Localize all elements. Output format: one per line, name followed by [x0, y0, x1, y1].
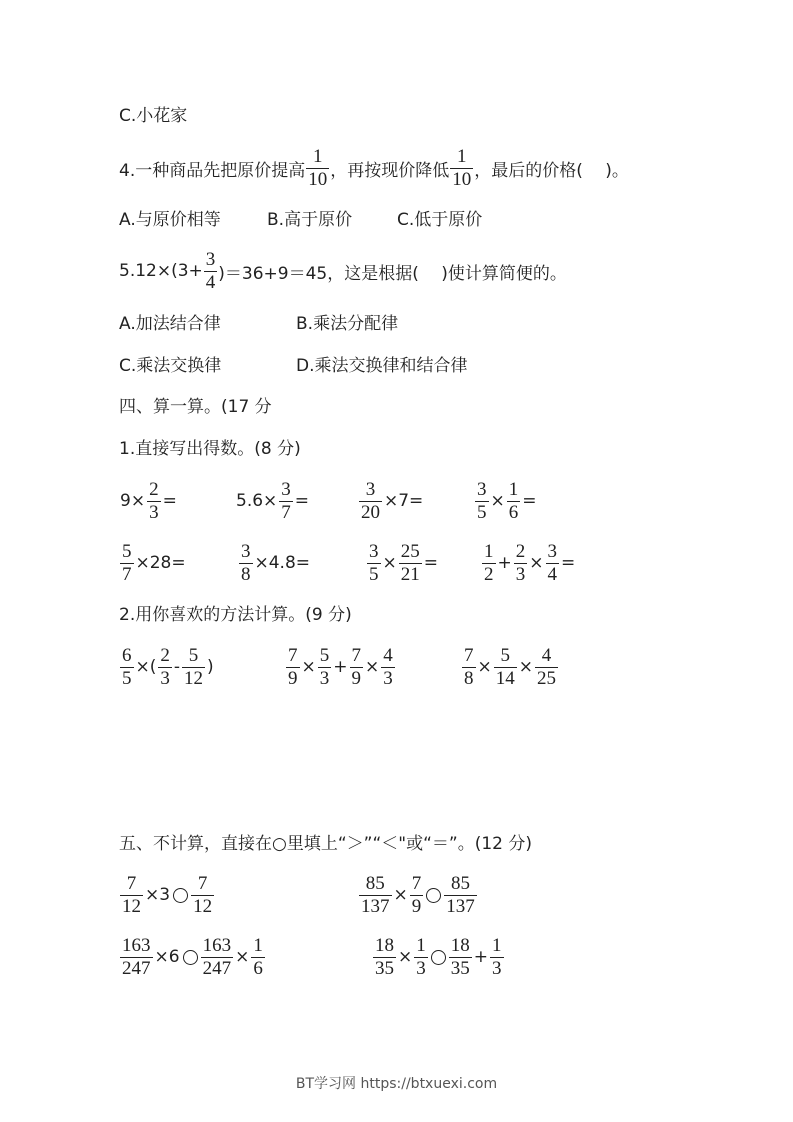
fraction: $\frac{1}{6}$: [253, 935, 263, 979]
fraction: $\frac{5}{3}$: [319, 645, 330, 689]
calc-1-3: $\frac{3}{20}$ ×7=: [361, 479, 424, 523]
q5-fraction: $\frac{3}{4}$: [205, 249, 216, 293]
fraction: $\frac{7}{9}$: [351, 645, 361, 689]
calc-1-1: 9× $\frac{2}{3}$ =: [120, 479, 177, 523]
fraction: $\frac{4}{3}$: [383, 645, 393, 689]
fraction: $\frac{18}{35}$: [375, 935, 394, 979]
q4-fraction-1: $\frac{1}{10}$: [308, 146, 328, 190]
fraction: $\frac{3}{4}$: [547, 541, 557, 585]
q5-option-a: A.加法结合律: [119, 314, 221, 334]
fraction: $\frac{7}{12}$: [122, 873, 141, 917]
q5-option-b: B.乘法分配律: [296, 314, 399, 334]
fraction: $\frac{7}{12}$: [193, 873, 213, 917]
q4-option-a: A.与原价相等: [119, 210, 221, 230]
fraction: $\frac{18}{35}$: [450, 935, 470, 979]
fraction: $\frac{1}{6}$: [508, 479, 519, 523]
fraction: $\frac{7}{8}$: [464, 645, 474, 689]
calc-1-4: $\frac{3}{5}$ × $\frac{1}{6}$ =: [477, 479, 537, 523]
compare-circle[interactable]: [426, 888, 441, 903]
calc-1-8: $\frac{1}{2}$ + $\frac{2}{3}$ × $\frac{3}{4}$ =: [484, 541, 576, 585]
q5-prefix: 5.12×(3+: [119, 261, 203, 282]
fraction: $\frac{7}{9}$: [288, 645, 298, 689]
calc-1-7: $\frac{3}{5}$ × $\frac{25}{21}$ =: [369, 541, 438, 585]
calc-1-5: $\frac{5}{7}$ ×28=: [122, 541, 186, 585]
calc-2-1: $\frac{6}{5}$ ×( $\frac{2}{3}$ - $\frac{5}{12}$ ): [122, 645, 214, 689]
calc-2-2: $\frac{7}{9}$ × $\frac{5}{3}$ + $\frac{7}{9}$ × $\frac{4}{3}$: [288, 645, 393, 689]
compare-4: $\frac{18}{35}$ × $\frac{1}{3}$ $\frac{18}{35}$ + $\frac{1}{3}$: [375, 935, 502, 979]
footer-watermark: BT学习网 https://btxuexi.com: [295, 1076, 498, 1092]
fraction: $\frac{5}{12}$: [184, 645, 204, 689]
question-4: [119, 147, 629, 190]
fraction: $\frac{1}{3}$: [416, 935, 426, 979]
fraction: $\frac{5}{14}$: [495, 645, 515, 689]
compare-circle[interactable]: [183, 950, 198, 965]
fraction: $\frac{163}{247}$: [122, 935, 151, 979]
fraction: $\frac{3}{7}$: [281, 479, 291, 523]
section-4-part-2-title: 2.用你喜欢的方法计算。(9 分): [119, 605, 352, 625]
section-5-title: 五、不计算，直接在○里填上“＞”“＜"或“＝”。(12 分): [119, 834, 532, 854]
calc-2-3: $\frac{7}{8}$ × $\frac{5}{14}$ × $\frac{4}{25}$: [464, 645, 556, 689]
fraction: $\frac{1}{2}$: [484, 541, 494, 585]
q5-suffix: )＝36+9＝45，这是根据( )使计算简便的。: [218, 263, 567, 284]
q4-prefix: 4.一种商品先把原价提高: [119, 160, 306, 181]
fraction: $\frac{3}{5}$: [477, 479, 487, 523]
fraction: $\frac{3}{5}$: [369, 541, 379, 585]
q4-option-c: C.低于原价: [397, 210, 483, 230]
compare-3: $\frac{163}{247}$ ×6 $\frac{163}{247}$ × $\frac{1}{6}$: [122, 935, 263, 979]
fraction: $\frac{2}{3}$: [515, 541, 526, 585]
fraction: $\frac{1}{3}$: [492, 935, 502, 979]
section-4-title: 四、算一算。(17 分: [119, 397, 272, 417]
fraction: $\frac{7}{9}$: [411, 873, 422, 917]
fraction: $\frac{6}{5}$: [122, 645, 132, 689]
q5-option-c: C.乘法交换律: [119, 356, 222, 376]
fraction: $\frac{3}{20}$: [361, 479, 380, 523]
calc-1-6: $\frac{3}{8}$ ×4.8=: [241, 541, 311, 585]
q4-option-b: B.高于原价: [267, 210, 353, 230]
q3-option-c: C.小花家: [119, 106, 188, 126]
fraction: $\frac{5}{7}$: [122, 541, 132, 585]
fraction: $\frac{2}{3}$: [149, 479, 159, 523]
fraction: $\frac{85}{137}$: [446, 873, 475, 917]
q5-option-d: D.乘法交换律和结合律: [296, 356, 468, 376]
q4-mid: ，再按现价降低: [330, 160, 450, 181]
compare-1: $\frac{7}{12}$ ×3 $\frac{7}{12}$: [122, 873, 213, 917]
fraction: $\frac{4}{25}$: [537, 645, 556, 689]
calc-1-2: 5.6× $\frac{3}{7}$ =: [236, 479, 310, 523]
question-5: [119, 250, 567, 293]
q4-suffix: ，最后的价格( )。: [474, 160, 629, 181]
fraction: $\frac{2}{3}$: [160, 645, 170, 689]
section-4-part-1-title: 1.直接写出得数。(8 分): [119, 439, 301, 459]
fraction: $\frac{25}{21}$: [400, 541, 420, 585]
fraction: $\frac{3}{8}$: [241, 541, 251, 585]
fraction: $\frac{85}{137}$: [361, 873, 390, 917]
compare-circle[interactable]: [173, 888, 188, 903]
compare-circle[interactable]: [431, 950, 446, 965]
fraction: $\frac{163}{247}$: [202, 935, 232, 979]
compare-2: $\frac{85}{137}$ × $\frac{7}{9}$ $\frac{85}{137}$: [361, 873, 475, 917]
q4-fraction-2: $\frac{1}{10}$: [452, 146, 472, 190]
